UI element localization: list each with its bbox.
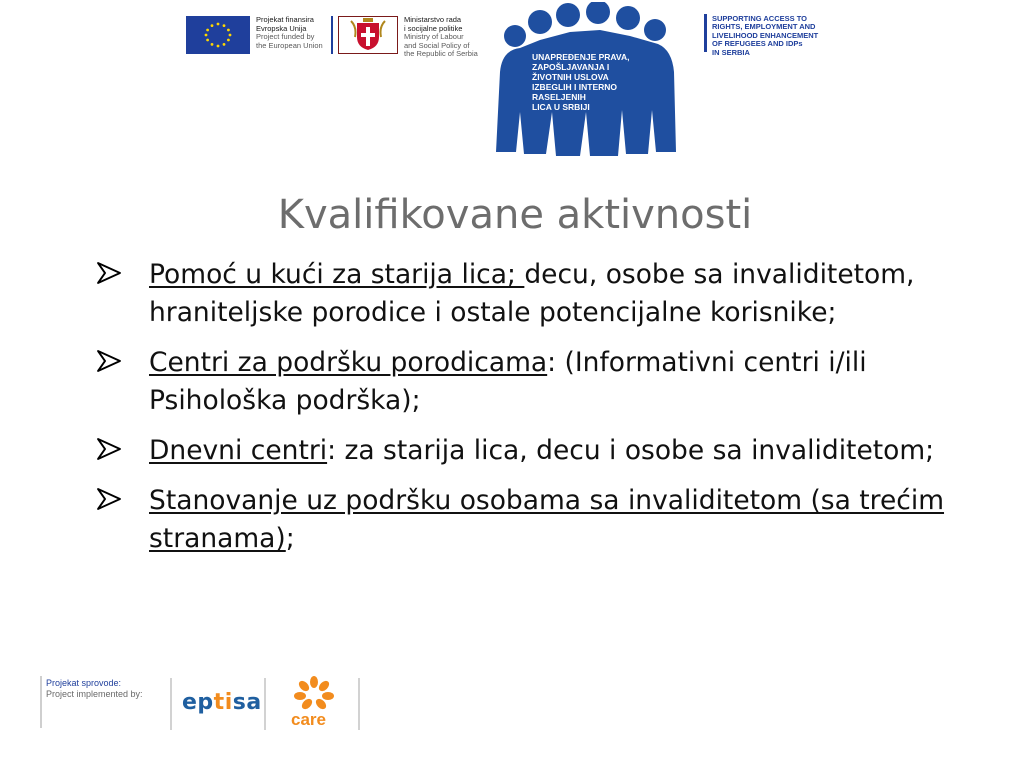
- footer-divider: [358, 678, 360, 730]
- project-line-2: RIGHTS, EMPLOYMENT AND: [712, 22, 816, 32]
- bullet-list: [96, 256, 976, 570]
- arrow-right-bullet-icon: [96, 262, 122, 284]
- bullet-text: ;: [285, 523, 295, 554]
- arrow-right-bullet-icon: [96, 438, 122, 460]
- eptisa-post: sa: [232, 690, 262, 715]
- bullet-underlined-text: Stanovanje uz podršku osobama sa invaliditetom (sa trećim stranama): [149, 485, 945, 554]
- eptisa-mark: ti: [213, 690, 233, 715]
- ministry-line-2: i socijalne politike: [404, 23, 463, 33]
- implemented-line-2: Project implemented by:: [46, 689, 143, 699]
- bullet-underlined-text: Centri za podršku porodicama: [149, 347, 548, 378]
- eptisa-logo: [182, 690, 262, 715]
- project-line-4: OF REFUGEES AND IDPs: [712, 39, 803, 49]
- ministry-line-1: Ministarstvo rada: [404, 15, 462, 24]
- project-banner-text: [532, 52, 629, 112]
- ministry-text: [404, 16, 478, 59]
- banner-line-2: ZAPOŠLJAVANJA I: [532, 62, 610, 72]
- banner-line-6: LICA U SRBIJI: [532, 102, 590, 112]
- eu-line-4: the European Union: [256, 40, 323, 50]
- ministry-line-3: Ministry of Labour: [404, 32, 464, 41]
- project-english-text: [712, 15, 818, 57]
- eu-line-1: Projekat finansira: [256, 15, 314, 24]
- care-wordmark: care: [291, 710, 326, 729]
- ministry-line-4: and Social Policy of: [404, 40, 470, 50]
- implemented-line-1: Projekat sprovode:: [46, 678, 122, 688]
- eu-funding-text: [256, 16, 323, 50]
- eu-line-3: Project funded by: [256, 32, 315, 41]
- bullet-text: decu, osobe sa invaliditetom, hraniteljske porodice i ostale potencijalne korisnike;: [149, 259, 915, 328]
- ministry-line-5: the Republic of Serbia: [404, 49, 478, 58]
- banner-line-3: ŽIVOTNIH USLOVA: [532, 72, 609, 82]
- project-line-3: LIVELIHOOD ENHANCEMENT: [712, 30, 819, 40]
- project-line-1: SUPPORTING ACCESS TO: [712, 14, 808, 23]
- footer-left-rule: [40, 676, 42, 728]
- project-divider: [704, 14, 707, 52]
- eptisa-pre: ep: [182, 690, 214, 715]
- eu-flag-icon: [186, 16, 250, 54]
- bullet-item: [96, 432, 976, 470]
- care-logo-icon: [290, 676, 338, 712]
- footer-divider: [264, 678, 266, 730]
- eu-line-2: Evropska Unija: [256, 23, 307, 33]
- banner-line-4: IZBEGLIH I INTERNO: [532, 82, 617, 92]
- bullet-item: [96, 344, 976, 420]
- banner-line-5: RASELJENIH: [532, 92, 586, 102]
- bullet-underlined-text: Pomoć u kući za starija lica;: [149, 259, 525, 290]
- arrow-right-bullet-icon: [96, 488, 122, 510]
- banner-line-1: UNAPREĐENJE PRAVA,: [532, 52, 630, 62]
- bullet-item: [96, 256, 976, 332]
- slide-title: Kvalifikovane aktivnosti: [277, 192, 753, 238]
- footer-divider: [170, 678, 172, 730]
- bullet-underlined-text: Dnevni centri: [149, 435, 328, 466]
- bullet-text: : (Informativni centri i/ili Psihološka podrška);: [149, 347, 867, 416]
- header-divider: [331, 16, 333, 54]
- project-line-5: IN SERBIA: [712, 47, 750, 57]
- serbia-coat-of-arms-icon: [338, 16, 398, 54]
- implemented-by-text: [46, 678, 143, 700]
- bullet-text: : za starija lica, decu i osobe sa invaliditetom;: [327, 435, 935, 466]
- bullet-item: [96, 482, 976, 558]
- arrow-right-bullet-icon: [96, 350, 122, 372]
